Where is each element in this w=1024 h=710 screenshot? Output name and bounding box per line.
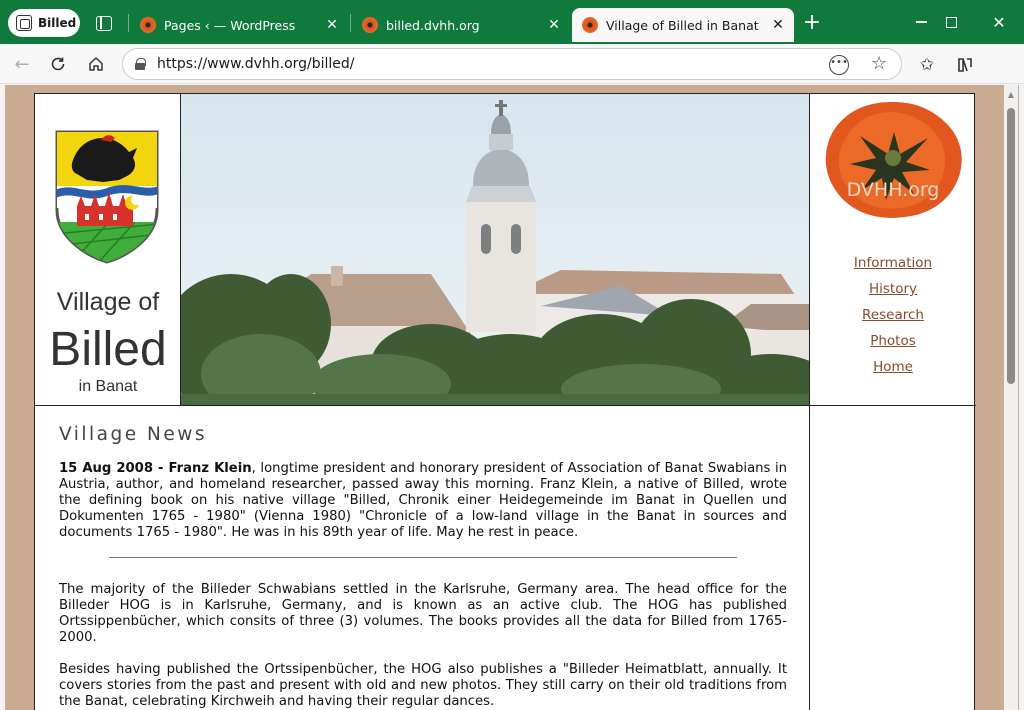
dvhh-favicon-icon xyxy=(362,17,378,33)
favorites-button[interactable] xyxy=(914,52,940,78)
dvhh-favicon-icon xyxy=(582,17,598,33)
sidebar-divider xyxy=(810,405,976,406)
main-content xyxy=(59,424,787,710)
coat-of-arms-image xyxy=(55,130,159,264)
back-icon: ← xyxy=(14,53,30,75)
profile-label: Billed xyxy=(38,16,77,30)
village-news-heading: Village News xyxy=(59,424,208,445)
refresh-button[interactable] xyxy=(44,50,72,78)
favorites-icon: ✩ xyxy=(919,55,935,75)
tab-title: billed.dvhh.org xyxy=(386,17,480,33)
back-button[interactable] xyxy=(8,50,36,78)
tab-close-icon[interactable]: ✕ xyxy=(548,17,560,33)
church-photo-image xyxy=(181,94,809,406)
dvhh-logo[interactable] xyxy=(820,96,966,230)
sidebar xyxy=(809,94,975,710)
tab-title: Village of Billed in Banat xyxy=(606,17,759,33)
header-photo-church xyxy=(181,94,809,406)
minimize-button[interactable] xyxy=(906,8,936,36)
nav-link-home[interactable]: Home xyxy=(873,359,913,375)
news-item xyxy=(59,461,787,541)
news-text: , longtime president and honorary president of Association of Banat Swabians in Austria, author, and homeland researcher, passed away this morning. Franz Klein, a native of Billed, wrote the defining book on his native village "Billed, Chronik einer Heidegemeinde im Banat in Quellen und Dokumenten 1765 - 1980" (Vienna 1980) "Chronicle of a low-land village in the Banat in sources and documents 1765 - 1980". He was in his 89th year of life. May he rest in peace. xyxy=(59,461,787,540)
page-container xyxy=(34,93,975,710)
scroll-up-arrow-icon[interactable]: ▲ xyxy=(1007,90,1015,99)
more-icon[interactable]: ••• xyxy=(829,55,849,75)
content-divider xyxy=(109,557,737,558)
collections-icon xyxy=(956,56,974,74)
paragraph-karlsruhe: The majority of the Billeder Schwabians settled in the Karlsruhe, Germany area. The head office for the Billeder HOG is in Karlsruhe, Germany, and is known as an active club. The HOG has published Ortssippenbücher, which consits of three (3) volumes. The books provides all the data for Billed from 1765-2000. xyxy=(59,582,787,645)
tab-village-of-billed[interactable] xyxy=(572,8,794,42)
poppy-logo-icon xyxy=(820,96,966,230)
news-date: 15 Aug 2008 xyxy=(59,461,154,476)
tab-actions-icon xyxy=(96,16,112,31)
news-person: Franz Klein xyxy=(168,461,252,476)
title-line-village-of: Village of xyxy=(56,288,160,316)
home-button[interactable] xyxy=(82,50,110,78)
nav-link-information[interactable]: Information xyxy=(853,255,933,271)
tab-close-icon[interactable]: ✕ xyxy=(326,17,338,33)
tab-actions-button[interactable] xyxy=(90,10,118,36)
nav-link-history[interactable]: History xyxy=(868,281,918,297)
nav-link-photos[interactable]: Photos xyxy=(870,333,916,349)
title-line-billed: Billed xyxy=(49,323,167,376)
workspaces-icon xyxy=(16,15,32,31)
minimize-icon xyxy=(916,21,927,22)
tab-close-icon[interactable]: ✕ xyxy=(772,17,784,33)
url-text[interactable]: https://www.dvhh.org/billed/ xyxy=(157,56,355,72)
tab-separator xyxy=(128,14,129,32)
close-icon: ✕ xyxy=(992,12,1006,32)
logo-text: DVHH.org xyxy=(846,179,940,201)
refresh-icon xyxy=(49,55,67,73)
close-window-button[interactable] xyxy=(984,8,1014,36)
maximize-button[interactable] xyxy=(936,8,966,36)
new-tab-icon[interactable]: + xyxy=(802,10,822,35)
news-separator: - xyxy=(153,461,169,476)
browser-toolbar xyxy=(0,44,1024,84)
dvhh-favicon-icon xyxy=(140,17,156,33)
maximize-icon xyxy=(946,17,957,28)
paragraph-heimatblatt: Besides having published the Ortssipenbücher, the HOG also publishes a "Billeder Heimatblatt, annually. It covers stories from the past and present with old and new photos. They still carry on their old traditions from the Banat, celebrating Kirchweih and having their regular dances. xyxy=(59,662,787,709)
tab-title: Pages ‹ — WordPress xyxy=(164,17,296,33)
nav-link-research[interactable]: Research xyxy=(862,307,924,323)
nav-menu xyxy=(810,250,976,380)
header-title-cell xyxy=(35,94,181,406)
title-line-in-banat: in Banat xyxy=(78,378,138,395)
address-bar[interactable] xyxy=(122,48,902,80)
tab-strip xyxy=(0,0,1024,44)
home-icon xyxy=(87,55,105,73)
tab-wordpress[interactable] xyxy=(130,8,348,42)
scrollbar-thumb[interactable] xyxy=(1007,108,1015,384)
collections-button[interactable] xyxy=(952,52,978,78)
tab-separator xyxy=(350,14,351,32)
page-viewport xyxy=(5,85,1019,710)
lock-icon[interactable] xyxy=(135,58,145,70)
favorite-star-icon[interactable]: ☆ xyxy=(871,53,888,74)
profile-button[interactable] xyxy=(8,9,80,37)
tab-billed-dvhh[interactable] xyxy=(352,8,570,42)
